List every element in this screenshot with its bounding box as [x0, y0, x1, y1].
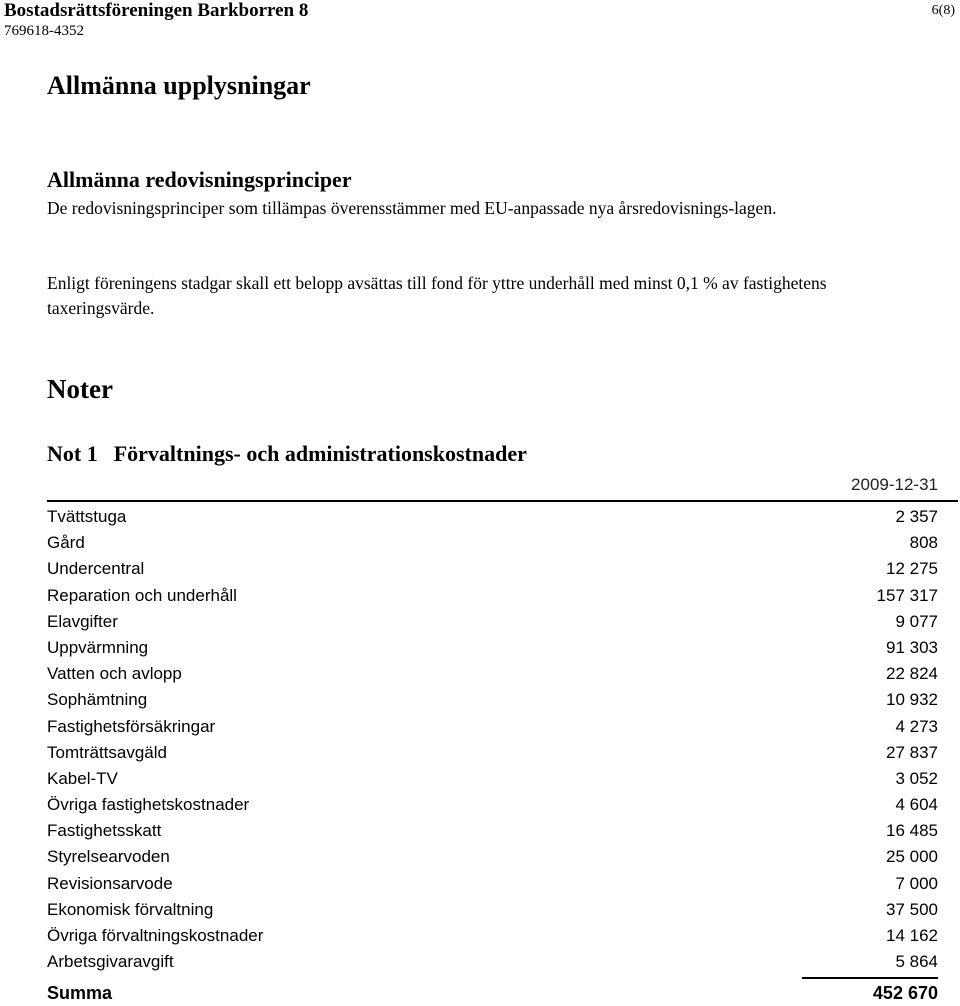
table-row	[47, 661, 958, 687]
row-label: Fastighetsskatt	[47, 821, 162, 841]
table-row	[47, 949, 958, 975]
row-value: 2 357	[895, 507, 938, 526]
row-value: 12 275	[886, 559, 938, 579]
table-row	[47, 530, 958, 556]
accounting-principles-text: De redovisningsprinciper som tillämpas överensstämmer med EU-anpassade nya årsredovisnings-lagen.	[47, 198, 777, 218]
row-label: Övriga fastighetskostnader	[47, 795, 250, 815]
total-row	[47, 980, 958, 1006]
row-value: 4 273	[895, 716, 938, 736]
cost-table	[47, 471, 958, 1006]
total-label: Summa	[47, 983, 113, 1004]
row-label: Fastighetsförsäkringar	[47, 716, 216, 736]
row-value: 9 077	[895, 611, 938, 631]
row-value: 3 052	[895, 768, 938, 788]
row-label: Kabel-TV	[47, 768, 118, 788]
note1-number: Not 1	[47, 441, 98, 466]
table-row	[47, 687, 958, 713]
row-label: Sophämtning	[47, 690, 148, 710]
row-label: Undercentral	[47, 559, 145, 579]
table-row	[47, 635, 958, 661]
row-label: Uppvärmning	[47, 637, 149, 657]
table-row	[47, 583, 958, 609]
table-row	[47, 923, 958, 949]
table-row	[47, 871, 958, 897]
row-label: Tvättstuga	[47, 507, 127, 526]
row-label: Arbetsgivaravgift	[47, 952, 174, 972]
table-row	[47, 766, 958, 792]
row-label: Vatten och avlopp	[47, 664, 182, 684]
row-value: 91 303	[886, 637, 938, 657]
table-row	[47, 714, 958, 740]
table-row	[47, 740, 958, 766]
row-value: 16 485	[886, 821, 938, 841]
note1-heading	[47, 440, 527, 468]
row-value: 7 000	[895, 873, 938, 893]
organization-number: 769618-4352	[4, 23, 84, 39]
table-row	[47, 504, 958, 530]
table-top-rule	[47, 500, 958, 502]
row-value: 10 932	[886, 690, 938, 710]
organization-name: Bostadsrättsföreningen Barkborren 8	[4, 0, 309, 21]
row-label: Revisionsarvode	[47, 873, 173, 893]
row-label: Reparation och underhåll	[47, 585, 237, 605]
note1-title: Förvaltnings- och administrationskostnader	[113, 441, 527, 466]
column-header-date: 2009-12-31	[851, 475, 938, 494]
row-value: 25 000	[886, 847, 938, 867]
row-value: 14 162	[886, 926, 938, 945]
maintenance-fund-text: Enligt föreningens stadgar skall ett belopp avsättas till fond för yttre underhåll med minst 0,1 % av fastighetens taxeringsvärde.	[47, 273, 827, 318]
row-label: Gård	[47, 533, 85, 553]
table-row	[47, 556, 958, 582]
total-rule	[802, 977, 938, 979]
row-label: Tomträttsavgäld	[47, 742, 167, 762]
table-row	[47, 844, 958, 870]
row-value: 157 317	[876, 585, 938, 605]
page-number: 6(8)	[931, 3, 955, 18]
notes-heading: Noter	[47, 374, 113, 404]
general-info-heading: Allmänna upplysningar	[47, 71, 311, 100]
table-row	[47, 792, 958, 818]
table-row	[47, 609, 958, 635]
row-value: 4 604	[895, 795, 938, 815]
row-value: 808	[909, 533, 938, 553]
table-row	[47, 897, 958, 923]
table-row	[47, 818, 958, 844]
table-rows	[47, 504, 958, 975]
total-value: 452 670	[872, 983, 938, 1004]
row-value: 37 500	[886, 899, 938, 919]
accounting-principles-heading: Allmänna redovisningsprinciper	[47, 167, 352, 192]
row-value: 5 864	[895, 952, 938, 972]
row-value: 27 837	[886, 742, 938, 762]
row-label: Elavgifter	[47, 611, 118, 631]
row-value: 22 824	[886, 664, 938, 684]
row-label: Ekonomisk förvaltning	[47, 899, 214, 919]
row-label: Styrelsearvoden	[47, 847, 170, 867]
row-label: Övriga förvaltningskostnader	[47, 926, 264, 945]
